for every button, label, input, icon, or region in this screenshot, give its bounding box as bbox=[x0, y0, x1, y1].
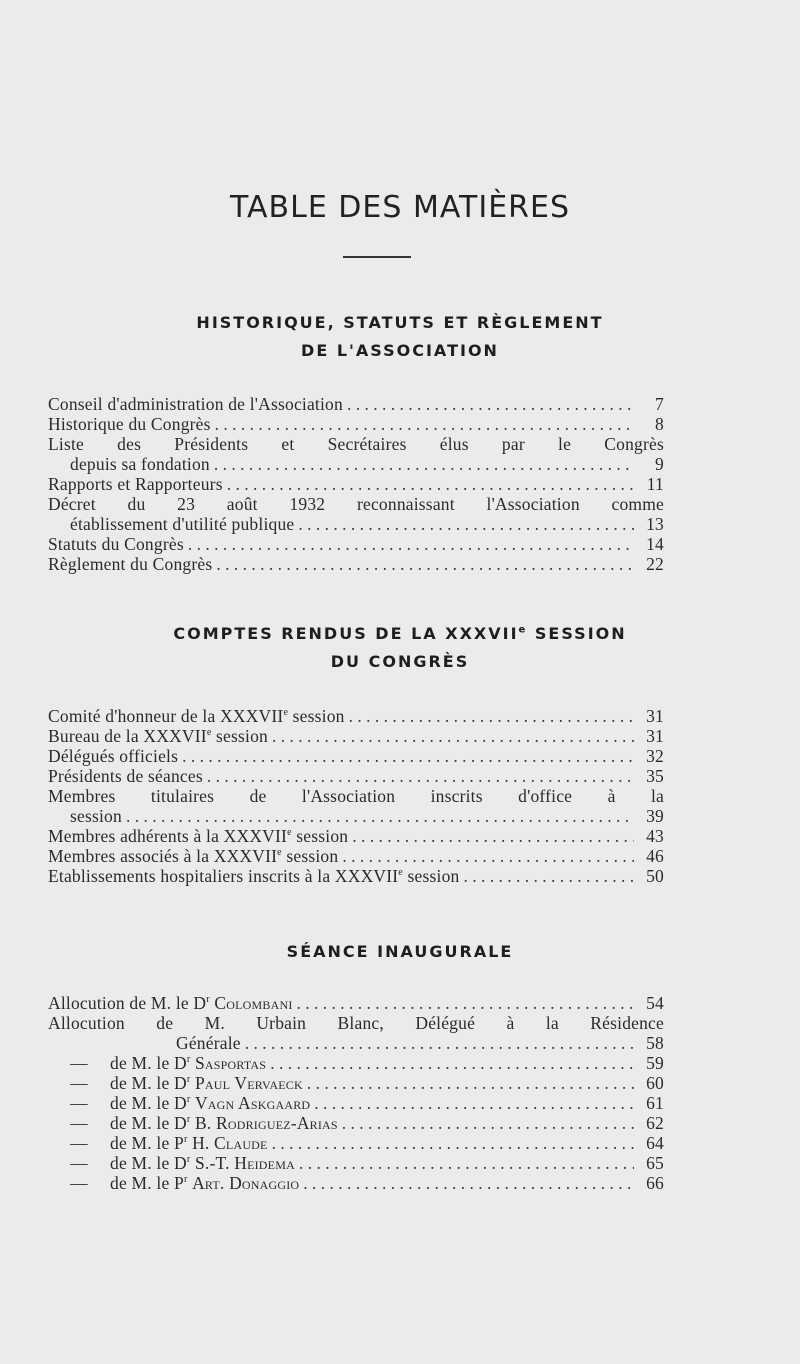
dot-leader bbox=[126, 806, 634, 826]
page-number: 54 bbox=[646, 993, 664, 1013]
page-number: 61 bbox=[646, 1093, 664, 1113]
section-heading-line: SÉANCE INAUGURALE bbox=[286, 942, 514, 961]
toc-entry: — de M. le $P^r$ Art. Donaggio . . . 66 bbox=[48, 1173, 664, 1193]
toc-entry-line: Décret du 23 août 1932 reconnaissant l'Association comme bbox=[48, 494, 664, 514]
toc-entry-line: Membres titulaires de l'Association inscrits d'office à la bbox=[48, 786, 664, 806]
section-heading-line: DE L'ASSOCIATION bbox=[301, 341, 499, 360]
page-number: 32 bbox=[646, 746, 664, 766]
page-number: 39 bbox=[646, 806, 664, 826]
page-number: 22 bbox=[646, 554, 664, 574]
toc-entry: — de M. le $D^r$ S.-T. Heidema . . . 65 bbox=[48, 1153, 664, 1173]
dot-leader bbox=[314, 1093, 634, 1113]
toc-entry-line: Allocution de M. Urbain Blanc, Délégué à la Résidence bbox=[48, 1013, 664, 1033]
toc-entry: Présidents de séances . . . 35 bbox=[48, 766, 664, 786]
toc-section-historique bbox=[48, 394, 664, 574]
dot-leader bbox=[272, 1133, 634, 1153]
section-heading-line: DU CONGRÈS bbox=[330, 652, 470, 671]
page-number: 43 bbox=[646, 826, 664, 846]
toc-entry: Conseil d'administration de l'Association . . . 7 bbox=[48, 394, 664, 414]
page-number: 35 bbox=[646, 766, 664, 786]
toc-entry: Générale . . . 58 bbox=[48, 1033, 664, 1053]
dot-leader bbox=[215, 414, 634, 434]
dot-leader bbox=[299, 1153, 634, 1173]
page-number: 59 bbox=[646, 1053, 664, 1073]
page-number: 11 bbox=[646, 474, 664, 494]
page-number: 50 bbox=[646, 866, 664, 886]
page-number: 62 bbox=[646, 1113, 664, 1133]
dot-leader bbox=[182, 746, 634, 766]
dot-leader bbox=[307, 1073, 634, 1093]
dot-leader bbox=[188, 534, 634, 554]
page-number: 8 bbox=[655, 414, 664, 434]
dot-leader bbox=[298, 514, 634, 534]
toc-entry: Règlement du Congrès . . . 22 bbox=[48, 554, 664, 574]
toc-entry: Statuts du Congrès . . . 14 bbox=[48, 534, 664, 554]
dot-leader bbox=[342, 846, 634, 866]
toc-entry: — de M. le $D^r$ Sasportas . . . 59 bbox=[48, 1053, 664, 1073]
toc-entry: Rapports et Rapporteurs . . . 11 bbox=[48, 474, 664, 494]
toc-entry: — de M. le $D^r$ Vagn Askgaard . . . 61 bbox=[48, 1093, 664, 1113]
dot-leader bbox=[227, 474, 634, 494]
section-heading-seance-inaugurale bbox=[0, 938, 800, 966]
toc-entry: Membres associés à la XXXVIIe session . . . 46 bbox=[48, 846, 664, 866]
toc-entry: session . . . 39 bbox=[48, 806, 664, 826]
dot-leader bbox=[214, 454, 634, 474]
toc-entry: Allocution de M. le $D^r$ Colombani . . . 54 bbox=[48, 993, 664, 1013]
toc-section-comptes-rendus bbox=[48, 706, 664, 886]
page-title: TABLE DES MATIÈRES bbox=[230, 190, 570, 225]
dot-leader bbox=[352, 826, 634, 846]
page-number: 65 bbox=[646, 1153, 664, 1173]
toc-entry: Comité d'honneur de la XXXVIIe session . . . 31 bbox=[48, 706, 664, 726]
toc-entry: Bureau de la XXXVIIe session . . . 31 bbox=[48, 726, 664, 746]
section-heading-line: COMPTES RENDUS DE LA XXXVIIe SESSION bbox=[173, 624, 627, 643]
page-number: 64 bbox=[646, 1133, 664, 1153]
page-number: 66 bbox=[646, 1173, 664, 1193]
toc-entry: — de M. le $P^r$ H. Claude . . . 64 bbox=[48, 1133, 664, 1153]
dot-leader bbox=[270, 1053, 634, 1073]
section-heading-line: HISTORIQUE, STATUTS ET RÈGLEMENT bbox=[196, 313, 604, 332]
page-number: 46 bbox=[646, 846, 664, 866]
section-heading-historique bbox=[0, 309, 800, 365]
toc-entry: — de M. le $D^r$ B. Rodriguez-Arias . . . 62 bbox=[48, 1113, 664, 1133]
dot-leader bbox=[245, 1033, 634, 1053]
dot-leader bbox=[463, 866, 634, 886]
toc-entry: — de M. le $D^r$ Paul Vervaeck . . . 60 bbox=[48, 1073, 664, 1093]
dot-leader bbox=[349, 706, 634, 726]
section-heading-comptes-rendus bbox=[0, 620, 800, 676]
dot-leader bbox=[207, 766, 634, 786]
title-divider bbox=[343, 256, 411, 258]
toc-entry: établissement d'utilité publique . . . 13 bbox=[48, 514, 664, 534]
dot-leader bbox=[297, 993, 634, 1013]
page-number: 31 bbox=[646, 706, 664, 726]
toc-entry: depuis sa fondation . . . 9 bbox=[48, 454, 664, 474]
page-number: 31 bbox=[646, 726, 664, 746]
toc-entry: Délégués officiels . . . 32 bbox=[48, 746, 664, 766]
page-number: 60 bbox=[646, 1073, 664, 1093]
toc-entry: Etablissements hospitaliers inscrits à la XXXVIIe session . . . 50 bbox=[48, 866, 664, 886]
dot-leader bbox=[347, 394, 634, 414]
dot-leader bbox=[272, 726, 634, 746]
page-number: 14 bbox=[646, 534, 664, 554]
page-number: 58 bbox=[646, 1033, 664, 1053]
page-number: 13 bbox=[646, 514, 664, 534]
toc-entry: Membres adhérents à la XXXVIIe session . . . 43 bbox=[48, 826, 664, 846]
toc-entry-line: Liste des Présidents et Secrétaires élus par le Congrès bbox=[48, 434, 664, 454]
dot-leader bbox=[303, 1173, 634, 1193]
toc-entry: Historique du Congrès . . . 8 bbox=[48, 414, 664, 434]
page-number: 7 bbox=[655, 394, 664, 414]
toc-section-seance-inaugurale bbox=[48, 993, 664, 1193]
dot-leader bbox=[342, 1113, 634, 1133]
dot-leader bbox=[216, 554, 634, 574]
page-number: 9 bbox=[655, 454, 664, 474]
